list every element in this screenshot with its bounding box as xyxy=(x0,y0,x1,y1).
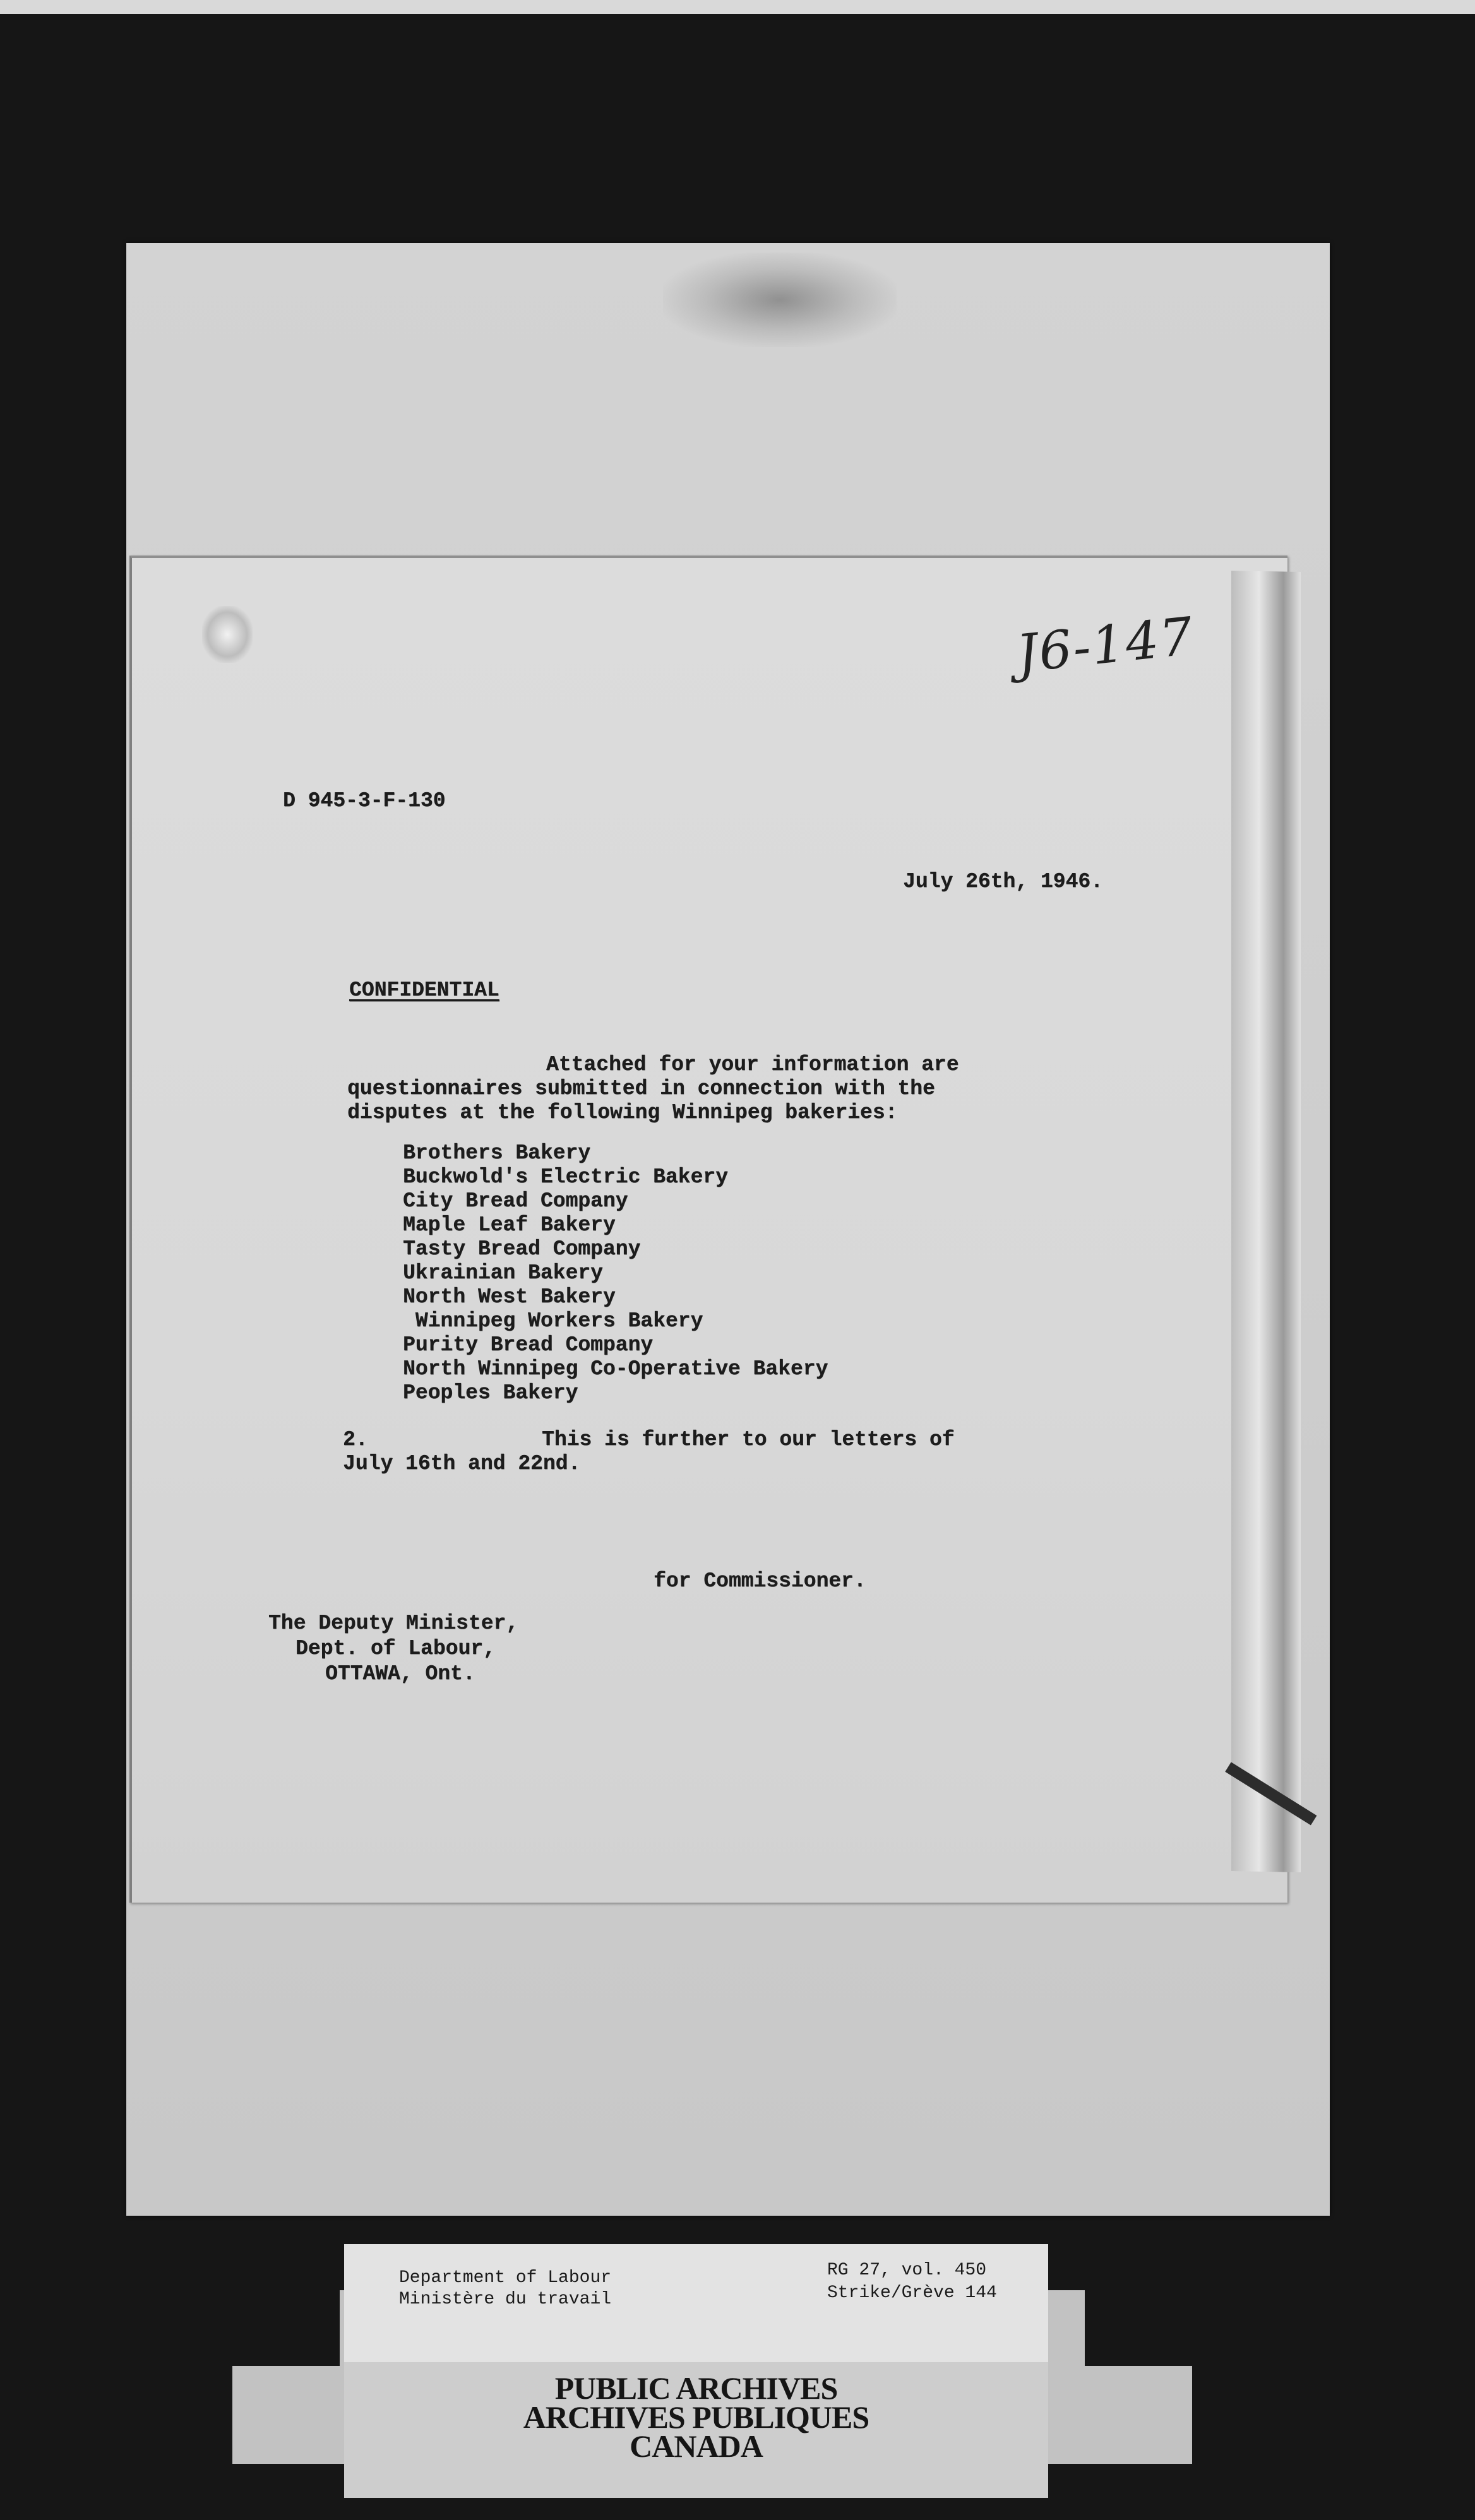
label-notch-right xyxy=(1085,2290,1192,2366)
addressee-line-3: OTTAWA, Ont. xyxy=(325,1662,475,1685)
paragraph-line-1: This is further to our letters of xyxy=(542,1428,955,1451)
confidential-heading: CONFIDENTIAL xyxy=(349,978,499,1002)
intro-line-3: disputes at the following Winnipeg bakeries: xyxy=(347,1101,898,1124)
label-dept-fr: Ministère du travail xyxy=(399,2290,612,2309)
list-item: Brothers Bakery xyxy=(403,1141,591,1165)
stamp-line-1: PUBLIC ARCHIVES xyxy=(554,2370,838,2406)
bakery-list xyxy=(403,1141,828,1405)
list-item: Peoples Bakery xyxy=(403,1381,578,1405)
letter-date: July 26th, 1946. xyxy=(903,870,1103,893)
file-number: D 945-3-F-130 xyxy=(283,789,446,812)
addressee-line-2: Dept. of Labour, xyxy=(296,1637,496,1660)
handwritten-reference: J6-147 xyxy=(1013,606,1197,685)
stamp-line-3: CANADA xyxy=(630,2428,763,2464)
label-notch-left xyxy=(232,2290,340,2366)
smudge-mark xyxy=(663,253,897,347)
staple-tear-mark xyxy=(202,606,253,663)
list-item: Winnipeg Workers Bakery xyxy=(403,1309,703,1333)
list-item: Tasty Bread Company xyxy=(403,1237,641,1261)
letter-fold-edge xyxy=(1231,571,1301,1872)
list-item: Buckwold's Electric Bakery xyxy=(403,1165,728,1189)
public-archives-stamp xyxy=(344,2370,1048,2464)
stamp-line-2: ARCHIVES PUBLIQUES xyxy=(523,2399,869,2435)
list-item: North West Bakery xyxy=(403,1285,616,1309)
paragraph-line-2: July 16th and 22nd. xyxy=(343,1452,581,1475)
list-item: Maple Leaf Bakery xyxy=(403,1213,616,1237)
paragraph-number: 2. xyxy=(343,1428,368,1451)
label-dept-en: Department of Labour xyxy=(399,2268,612,2288)
label-file: Strike/Grève 144 xyxy=(827,2283,997,2303)
list-item: Ukrainian Bakery xyxy=(403,1261,603,1285)
list-item: Purity Bread Company xyxy=(403,1333,654,1357)
label-reference: RG 27, vol. 450 xyxy=(827,2261,987,2280)
signature-line: for Commissioner. xyxy=(654,1569,866,1593)
intro-line-2: questionnaires submitted in connection with the xyxy=(347,1077,935,1100)
list-item: City Bread Company xyxy=(403,1189,628,1213)
addressee-line-1: The Deputy Minister, xyxy=(268,1612,519,1635)
list-item: North Winnipeg Co-Operative Bakery xyxy=(403,1357,828,1381)
intro-line-1: Attached for your information are xyxy=(546,1053,959,1076)
film-edge xyxy=(0,0,1475,14)
